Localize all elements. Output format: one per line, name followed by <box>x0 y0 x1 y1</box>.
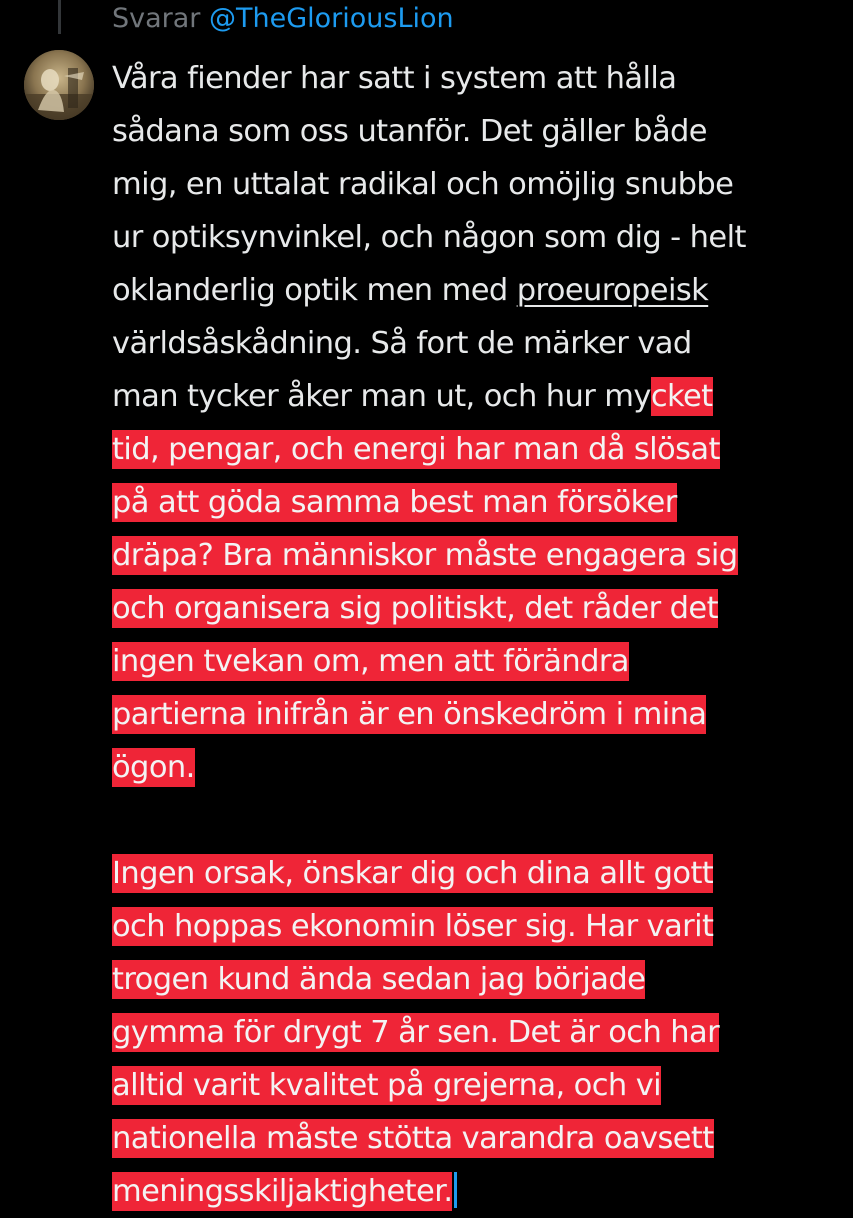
selected-text: alltid varit kvalitet på grejerna, och vi <box>112 1068 662 1103</box>
selection-caret[interactable] <box>454 1172 457 1208</box>
replying-to-label: Svarar <box>112 3 201 34</box>
text-segment: ur optiksynvinkel, och någon som dig - helt <box>112 220 746 255</box>
selected-text: ögon. <box>112 750 195 785</box>
text-segment: Våra fiender har satt i system att hålla <box>112 61 677 96</box>
tweet-line <box>112 1059 842 1112</box>
selected-text: nationella måste stötta varandra oavsett <box>112 1121 714 1156</box>
selected-text: tid, pengar, och energi har man då slösat <box>112 432 720 467</box>
selected-text: och hoppas ekonomin löser sig. Har varit <box>112 909 714 944</box>
selected-text: ingen tvekan om, men att förändra <box>112 644 629 679</box>
tweet-text <box>112 52 842 1218</box>
tweet-line <box>112 900 842 953</box>
selected-text: på att göda samma best man försöker <box>112 485 677 520</box>
tweet-line <box>112 476 842 529</box>
tweet-line <box>112 52 842 105</box>
tweet-line <box>112 635 842 688</box>
selected-text: cket <box>650 379 713 414</box>
tweet-line <box>112 158 842 211</box>
tweet-line <box>112 105 842 158</box>
tweet-line <box>112 423 842 476</box>
replying-to-handle-link[interactable]: @TheGloriousLion <box>209 3 454 34</box>
selected-text: partierna inifrån är en önskedröm i mina <box>112 697 707 732</box>
tweet-line <box>112 688 842 741</box>
proeuropeisk-link[interactable]: proeuropeisk <box>516 273 709 308</box>
text-segment: mig, en uttalat radikal och omöjlig snubbe <box>112 167 734 202</box>
selected-text: trogen kund ända sedan jag började <box>112 962 646 997</box>
tweet-line <box>112 1112 842 1165</box>
thread-connector-line <box>58 0 61 34</box>
text-segment: sådana som oss utanför. Det gäller både <box>112 114 707 149</box>
tweet-line <box>112 953 842 1006</box>
text-segment: man tycker åker man ut, och hur my <box>112 379 651 414</box>
tweet-line <box>112 582 842 635</box>
text-segment: världsåskådning. Så fort de märker vad <box>112 326 692 361</box>
tweet-line <box>112 847 842 900</box>
selected-text: gymma för drygt 7 år sen. Det är och har <box>112 1015 720 1050</box>
text-segment: oklanderlig optik men med <box>112 273 517 308</box>
tweet-line <box>112 1165 842 1218</box>
tweet-line <box>112 317 842 370</box>
tweet-line <box>112 1006 842 1059</box>
replying-to-line <box>112 2 454 36</box>
tweet-line <box>112 264 842 317</box>
avatar-image-icon <box>24 50 94 120</box>
selected-text: dräpa? Bra människor måste engagera sig <box>112 538 738 573</box>
selected-text: meningsskiljaktigheter. <box>112 1174 453 1209</box>
tweet-line <box>112 370 842 423</box>
selected-text: Ingen orsak, önskar dig och dina allt gott <box>112 856 714 891</box>
tweet-line <box>112 211 842 264</box>
tweet-line <box>112 529 842 582</box>
tweet-line <box>112 741 842 794</box>
avatar[interactable] <box>24 50 94 120</box>
selected-text: och organisera sig politiskt, det råder det <box>112 591 718 626</box>
paragraph-gap <box>112 794 842 847</box>
